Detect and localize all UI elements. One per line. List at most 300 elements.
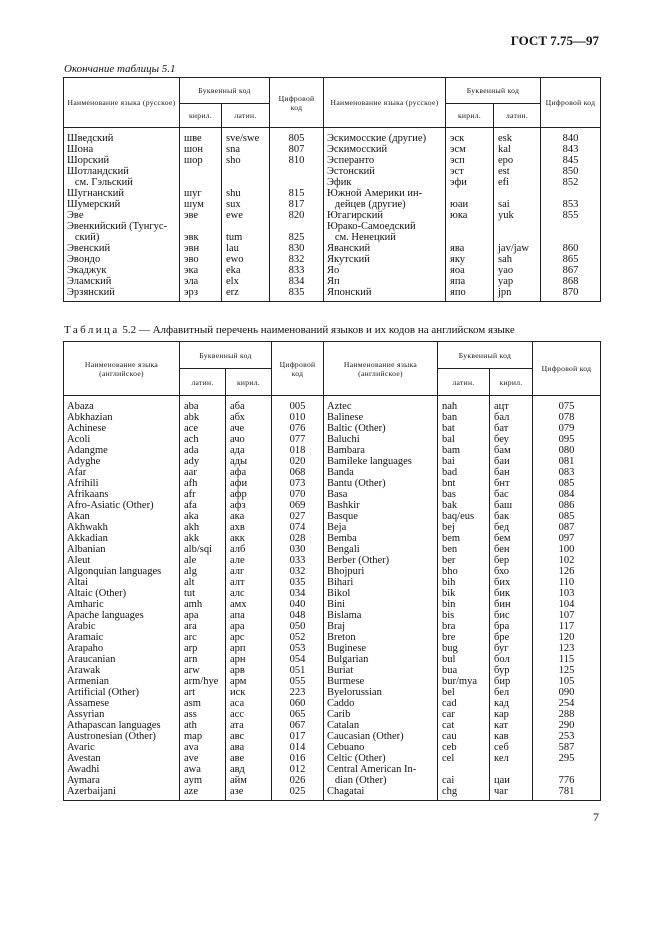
table-row xyxy=(64,188,601,199)
right-digital-code: 095 xyxy=(533,434,601,445)
right-language-name: Byelorussian xyxy=(324,687,438,698)
left-digital-code: 055 xyxy=(272,676,324,687)
left-latin-code: alt xyxy=(180,577,226,588)
right-language-name: Aztec xyxy=(324,396,438,413)
left-cyrillic-code xyxy=(180,177,222,188)
left-digital-code: 815 xyxy=(270,188,324,199)
left-cyrillic-code: ава xyxy=(226,742,272,753)
table-row xyxy=(64,643,601,654)
right-digital-code: 083 xyxy=(533,467,601,478)
left-language-name: Экаджук xyxy=(64,265,180,276)
left-cyrillic-code: афз xyxy=(226,500,272,511)
table-row xyxy=(64,533,601,544)
right-cyrillic-code: кар xyxy=(490,709,533,720)
right-digital-code: 843 xyxy=(541,144,601,155)
left-latin-code: shu xyxy=(222,188,270,199)
right-latin-code xyxy=(494,221,541,232)
right-latin-code: bho xyxy=(438,566,490,577)
left-latin-code: tut xyxy=(180,588,226,599)
table-row xyxy=(64,555,601,566)
table-row xyxy=(64,265,601,276)
right-cyrillic-code: бан xyxy=(490,467,533,478)
left-digital-code: 016 xyxy=(272,753,324,764)
right-latin-code xyxy=(494,188,541,199)
left-language-name: Awadhi xyxy=(64,764,180,775)
right-language-name: Basque xyxy=(324,511,438,522)
right-cyrillic-code: бре xyxy=(490,632,533,643)
left-language-name: Avestan xyxy=(64,753,180,764)
left-language-name: Acoli xyxy=(64,434,180,445)
right-language-name: Buginese xyxy=(324,643,438,654)
col-header-letter: Буквенный код xyxy=(180,78,270,104)
left-cyrillic-code: арм xyxy=(226,676,272,687)
right-digital-code: 867 xyxy=(541,265,601,276)
right-digital-code: 123 xyxy=(533,643,601,654)
left-cyrillic-code: шум xyxy=(180,199,222,210)
right-language-name: Bengali xyxy=(324,544,438,555)
right-language-name: Bulgarian xyxy=(324,654,438,665)
right-latin-code: sah xyxy=(494,254,541,265)
left-latin-code: ada xyxy=(180,445,226,456)
right-language-name: Basa xyxy=(324,489,438,500)
right-language-name: Эсперанто xyxy=(324,155,446,166)
right-language-name: Эскимосские (другие) xyxy=(324,128,446,145)
right-digital-code: 860 xyxy=(541,243,601,254)
left-cyrillic-code: аве xyxy=(226,753,272,764)
left-cyrillic-code: ака xyxy=(226,511,272,522)
right-latin-code: bnt xyxy=(438,478,490,489)
left-latin-code: sna xyxy=(222,144,270,155)
col-header-cyr: кирил. xyxy=(490,369,533,396)
col-header-lat: латин. xyxy=(438,369,490,396)
right-cyrillic-code: беу xyxy=(490,434,533,445)
right-language-name: Bini xyxy=(324,599,438,610)
right-digital-code: 097 xyxy=(533,533,601,544)
right-latin-code: bam xyxy=(438,445,490,456)
left-digital-code: 073 xyxy=(272,478,324,489)
left-digital-code: 053 xyxy=(272,643,324,654)
left-latin-code: erz xyxy=(222,287,270,302)
left-language-name: Шугнанский xyxy=(64,188,180,199)
left-latin-code: aba xyxy=(180,396,226,413)
right-cyrillic-code: эфи xyxy=(446,177,494,188)
right-cyrillic-code: себ xyxy=(490,742,533,753)
col-header-lat: латин. xyxy=(180,369,226,396)
right-latin-code: epo xyxy=(494,155,541,166)
right-language-name: Bihari xyxy=(324,577,438,588)
right-language-name: Bashkir xyxy=(324,500,438,511)
left-cyrillic-code: афи xyxy=(226,478,272,489)
left-digital-code: 807 xyxy=(270,144,324,155)
table-row xyxy=(64,753,601,764)
left-digital-code: 830 xyxy=(270,243,324,254)
table-row xyxy=(64,467,601,478)
left-latin-code: ale xyxy=(180,555,226,566)
col-header-lat: латин. xyxy=(222,104,270,128)
table-row xyxy=(64,177,601,188)
left-cyrillic-code: эво xyxy=(180,254,222,265)
right-digital-code: 852 xyxy=(541,177,601,188)
left-cyrillic-code: эве xyxy=(180,210,222,221)
table-row xyxy=(64,155,601,166)
right-latin-code: bis xyxy=(438,610,490,621)
left-digital-code: 833 xyxy=(270,265,324,276)
left-language-name: Эрзянский xyxy=(64,287,180,302)
left-digital-code: 030 xyxy=(272,544,324,555)
right-cyrillic-code: бед xyxy=(490,522,533,533)
table-row xyxy=(64,544,601,555)
right-latin-code: kal xyxy=(494,144,541,155)
right-latin-code: bur/mya xyxy=(438,676,490,687)
left-latin-code: alg xyxy=(180,566,226,577)
table-row xyxy=(64,687,601,698)
left-cyrillic-code: абх xyxy=(226,412,272,423)
right-digital-code: 104 xyxy=(533,599,601,610)
left-cyrillic-code: шон xyxy=(180,144,222,155)
left-digital-code: 820 xyxy=(270,210,324,221)
left-digital-code: 028 xyxy=(272,533,324,544)
right-latin-code: bua xyxy=(438,665,490,676)
right-cyrillic-code: бол xyxy=(490,654,533,665)
left-digital-code: 025 xyxy=(272,786,324,801)
right-cyrillic-code: япо xyxy=(446,287,494,302)
left-latin-code: asm xyxy=(180,698,226,709)
left-cyrillic-code: аче xyxy=(226,423,272,434)
right-latin-code xyxy=(494,232,541,243)
right-cyrillic-code xyxy=(490,764,533,775)
left-language-name: Akkadian xyxy=(64,533,180,544)
right-language-name: Японский xyxy=(324,287,446,302)
right-cyrillic-code: чаг xyxy=(490,786,533,801)
left-language-name: Athapascan languages xyxy=(64,720,180,731)
left-language-name: Akhwakh xyxy=(64,522,180,533)
left-cyrillic-code: эвн xyxy=(180,243,222,254)
left-language-name: Шведский xyxy=(64,128,180,145)
right-latin-code: bul xyxy=(438,654,490,665)
left-language-name: Altaic (Other) xyxy=(64,588,180,599)
left-cyrillic-code: ада xyxy=(226,445,272,456)
left-latin-code: ass xyxy=(180,709,226,720)
left-digital-code: 051 xyxy=(272,665,324,676)
left-latin-code: amh xyxy=(180,599,226,610)
left-language-name: Эвондо xyxy=(64,254,180,265)
left-latin-code: arw xyxy=(180,665,226,676)
right-cyrillic-code: яку xyxy=(446,254,494,265)
right-cyrillic-code: бур xyxy=(490,665,533,676)
table-row xyxy=(64,764,601,775)
left-language-name: Altai xyxy=(64,577,180,588)
right-language-name: Яп xyxy=(324,276,446,287)
right-digital-code: 100 xyxy=(533,544,601,555)
left-language-name: Afrihili xyxy=(64,478,180,489)
left-digital-code: 834 xyxy=(270,276,324,287)
table-row xyxy=(64,742,601,753)
left-language-name: Albanian xyxy=(64,544,180,555)
col-header-name: Наименование языка (русское) xyxy=(324,78,446,128)
table-row xyxy=(64,199,601,210)
right-digital-code: 781 xyxy=(533,786,601,801)
left-latin-code: elx xyxy=(222,276,270,287)
right-digital-code: 870 xyxy=(541,287,601,302)
left-cyrillic-code: арн xyxy=(226,654,272,665)
left-language-name: см. Гэльский xyxy=(64,177,180,188)
left-digital-code: 067 xyxy=(272,720,324,731)
left-cyrillic-code: эрз xyxy=(180,287,222,302)
left-latin-code: awa xyxy=(180,764,226,775)
left-digital-code xyxy=(270,177,324,188)
right-digital-code: 078 xyxy=(533,412,601,423)
right-digital-code: 110 xyxy=(533,577,601,588)
right-language-name: Buriat xyxy=(324,665,438,676)
left-cyrillic-code: асс xyxy=(226,709,272,720)
left-language-name: Armenian xyxy=(64,676,180,687)
left-latin-code xyxy=(222,166,270,177)
right-latin-code: jav/jaw xyxy=(494,243,541,254)
right-latin-code: esk xyxy=(494,128,541,145)
left-latin-code: akk xyxy=(180,533,226,544)
right-language-name: Эскимосский xyxy=(324,144,446,155)
left-language-name: ский) xyxy=(64,232,180,243)
left-digital-code: 054 xyxy=(272,654,324,665)
left-language-name: Algonquian languages xyxy=(64,566,180,577)
right-latin-code: yap xyxy=(494,276,541,287)
right-digital-code: 102 xyxy=(533,555,601,566)
right-cyrillic-code: бен xyxy=(490,544,533,555)
right-cyrillic-code xyxy=(446,221,494,232)
left-cyrillic-code: айм xyxy=(226,775,272,786)
right-language-name: Южной Америки ин- xyxy=(324,188,446,199)
right-cyrillic-code: бнт xyxy=(490,478,533,489)
left-cyrillic-code: ачо xyxy=(226,434,272,445)
right-digital-code xyxy=(533,764,601,775)
left-digital-code: 034 xyxy=(272,588,324,599)
right-cyrillic-code: кад xyxy=(490,698,533,709)
left-cyrillic-code: арв xyxy=(226,665,272,676)
right-latin-code: bih xyxy=(438,577,490,588)
left-digital-code: 032 xyxy=(272,566,324,577)
right-latin-code: bai xyxy=(438,456,490,467)
left-digital-code: 035 xyxy=(272,577,324,588)
left-cyrillic-code: ады xyxy=(226,456,272,467)
right-cyrillic-code: баи xyxy=(490,456,533,467)
right-latin-code: cai xyxy=(438,775,490,786)
right-cyrillic-code: эсм xyxy=(446,144,494,155)
right-digital-code: 850 xyxy=(541,166,601,177)
right-latin-code: bem xyxy=(438,533,490,544)
right-language-name: Bhojpuri xyxy=(324,566,438,577)
left-language-name: Aramaic xyxy=(64,632,180,643)
right-latin-code: bad xyxy=(438,467,490,478)
left-cyrillic-code: алт xyxy=(226,577,272,588)
table-row xyxy=(64,610,601,621)
left-digital-code: 033 xyxy=(272,555,324,566)
right-language-name: Эстонский xyxy=(324,166,446,177)
left-language-name: Adyghe xyxy=(64,456,180,467)
left-latin-code: afa xyxy=(180,500,226,511)
right-cyrillic-code: эсп xyxy=(446,155,494,166)
right-cyrillic-code: цаи xyxy=(490,775,533,786)
table-row xyxy=(64,577,601,588)
right-language-name: Central American In- xyxy=(324,764,438,775)
right-language-name: Cebuano xyxy=(324,742,438,753)
right-cyrillic-code: эст xyxy=(446,166,494,177)
left-digital-code: 052 xyxy=(272,632,324,643)
left-digital-code: 017 xyxy=(272,731,324,742)
right-digital-code xyxy=(541,221,601,232)
table-row xyxy=(64,698,601,709)
right-language-name: Bislama xyxy=(324,610,438,621)
left-language-name: Assamese xyxy=(64,698,180,709)
right-cyrillic-code: бир xyxy=(490,676,533,687)
col-header-lat: латин. xyxy=(494,104,541,128)
left-digital-code: 074 xyxy=(272,522,324,533)
left-language-name: Эвенский xyxy=(64,243,180,254)
left-latin-code: afh xyxy=(180,478,226,489)
right-latin-code: est xyxy=(494,166,541,177)
right-latin-code xyxy=(438,764,490,775)
left-digital-code: 065 xyxy=(272,709,324,720)
left-latin-code: sve/swe xyxy=(222,128,270,145)
right-cyrillic-code: бик xyxy=(490,588,533,599)
right-latin-code: bug xyxy=(438,643,490,654)
table-row xyxy=(64,478,601,489)
left-cyrillic-code: ара xyxy=(226,621,272,632)
right-language-name: Baluchi xyxy=(324,434,438,445)
right-language-name: Braj xyxy=(324,621,438,632)
left-language-name: Apache languages xyxy=(64,610,180,621)
table-row xyxy=(64,665,601,676)
left-digital-code: 805 xyxy=(270,128,324,145)
right-latin-code: cat xyxy=(438,720,490,731)
right-cyrillic-code: ява xyxy=(446,243,494,254)
left-language-name: Afro-Asiatic (Other) xyxy=(64,500,180,511)
left-latin-code: map xyxy=(180,731,226,742)
left-cyrillic-code: алг xyxy=(226,566,272,577)
table-row xyxy=(64,500,601,511)
left-cyrillic-code: шор xyxy=(180,155,222,166)
left-latin-code: ava xyxy=(180,742,226,753)
table-row xyxy=(64,243,601,254)
right-latin-code: cad xyxy=(438,698,490,709)
right-cyrillic-code: бак xyxy=(490,511,533,522)
left-digital-code: 048 xyxy=(272,610,324,621)
left-latin-code: arn xyxy=(180,654,226,665)
left-digital-code: 060 xyxy=(272,698,324,709)
right-cyrillic-code: эск xyxy=(446,128,494,145)
left-cyrillic-code: азе xyxy=(226,786,272,801)
right-language-name: Celtic (Other) xyxy=(324,753,438,764)
left-language-name: Arawak xyxy=(64,665,180,676)
right-digital-code: 086 xyxy=(533,500,601,511)
right-cyrillic-code: буг xyxy=(490,643,533,654)
table-row xyxy=(64,166,601,177)
table-row xyxy=(64,621,601,632)
left-cyrillic-code: авс xyxy=(226,731,272,742)
table-row xyxy=(64,676,601,687)
right-cyrillic-code: юка xyxy=(446,210,494,221)
left-language-name: Шотландский xyxy=(64,166,180,177)
right-digital-code: 085 xyxy=(533,478,601,489)
left-language-name: Abaza xyxy=(64,396,180,413)
left-digital-code: 835 xyxy=(270,287,324,302)
left-latin-code: ath xyxy=(180,720,226,731)
left-cyrillic-code: акк xyxy=(226,533,272,544)
table2-caption-text: 5.2 — Алфавитный перечень наименований языков и их кодов на английском языке xyxy=(119,324,515,336)
right-latin-code: bal xyxy=(438,434,490,445)
right-language-name: Carib xyxy=(324,709,438,720)
left-latin-code: ach xyxy=(180,434,226,445)
col-header-name: Наименование языка (английское) xyxy=(324,342,438,396)
right-language-name: Catalan xyxy=(324,720,438,731)
right-latin-code: bik xyxy=(438,588,490,599)
table-row xyxy=(64,489,601,500)
right-language-name: см. Ненецкий xyxy=(324,232,446,243)
col-header-digital: Цифровой код xyxy=(541,78,601,128)
right-digital-code: 103 xyxy=(533,588,601,599)
left-latin-code: ara xyxy=(180,621,226,632)
col-header-name: Наименование языка (английское) xyxy=(64,342,180,396)
left-cyrillic-code xyxy=(180,166,222,177)
col-header-letter: Буквенный код xyxy=(438,342,533,369)
right-latin-code: bel xyxy=(438,687,490,698)
table-row xyxy=(64,588,601,599)
left-language-name: Assyrian xyxy=(64,709,180,720)
right-digital-code: 105 xyxy=(533,676,601,687)
right-language-name: Якутский xyxy=(324,254,446,265)
right-cyrillic-code: бра xyxy=(490,621,533,632)
left-cyrillic-code: арс xyxy=(226,632,272,643)
right-digital-code: 080 xyxy=(533,445,601,456)
left-language-name: Шона xyxy=(64,144,180,155)
left-language-name: Araucanian xyxy=(64,654,180,665)
left-language-name: Afar xyxy=(64,467,180,478)
right-cyrillic-code xyxy=(446,188,494,199)
table-row xyxy=(64,709,601,720)
right-language-name: Caddo xyxy=(324,698,438,709)
right-digital-code: 776 xyxy=(533,775,601,786)
right-digital-code: 107 xyxy=(533,610,601,621)
left-digital-code: 825 xyxy=(270,232,324,243)
left-cyrillic-code: але xyxy=(226,555,272,566)
left-cyrillic-code: ахв xyxy=(226,522,272,533)
right-digital-code: 290 xyxy=(533,720,601,731)
right-language-name: Bamileke languages xyxy=(324,456,438,467)
left-cyrillic-code: арп xyxy=(226,643,272,654)
left-cyrillic-code: эла xyxy=(180,276,222,287)
table-row xyxy=(64,456,601,467)
left-language-name: Эламский xyxy=(64,276,180,287)
left-latin-code: akh xyxy=(180,522,226,533)
table-row xyxy=(64,210,601,221)
left-digital-code: 070 xyxy=(272,489,324,500)
left-digital-code: 026 xyxy=(272,775,324,786)
right-digital-code: 117 xyxy=(533,621,601,632)
left-language-name: Adangme xyxy=(64,445,180,456)
right-latin-code: bra xyxy=(438,621,490,632)
right-language-name: Burmese xyxy=(324,676,438,687)
left-language-name: Arapaho xyxy=(64,643,180,654)
left-digital-code: 810 xyxy=(270,155,324,166)
left-latin-code: sux xyxy=(222,199,270,210)
left-digital-code: 050 xyxy=(272,621,324,632)
col-header-cyr: кирил. xyxy=(180,104,222,128)
left-latin-code: arm/hye xyxy=(180,676,226,687)
left-digital-code: 068 xyxy=(272,467,324,478)
table-row xyxy=(64,632,601,643)
left-cyrillic-code: аба xyxy=(226,396,272,413)
col-header-digital: Цифровой код xyxy=(270,78,324,128)
table-row xyxy=(64,412,601,423)
